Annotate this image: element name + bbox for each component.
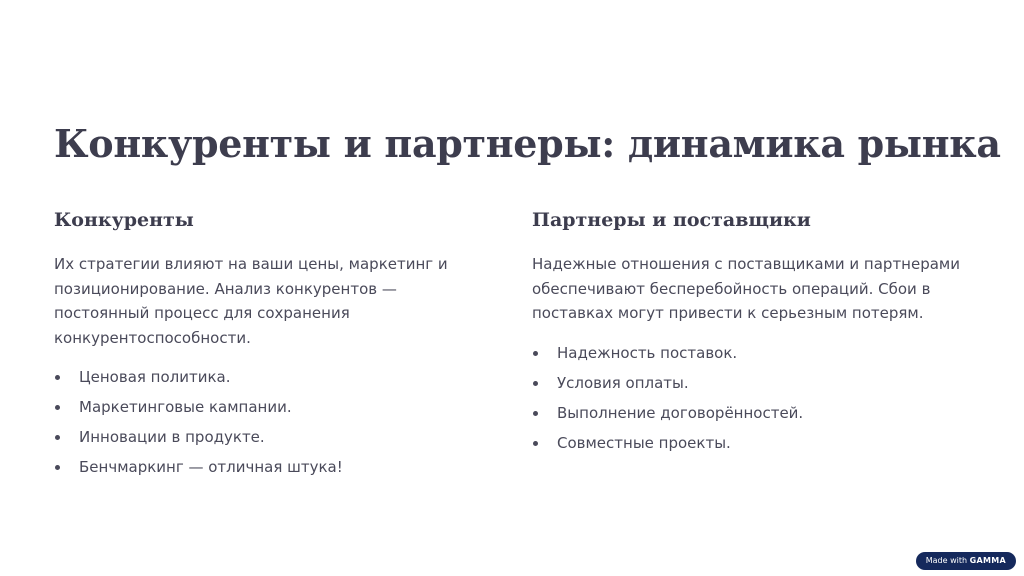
made-with-gamma-badge[interactable] [916, 552, 1016, 570]
bullet-dot-icon [55, 435, 60, 440]
bullet-dot-icon [55, 375, 60, 380]
competitors-heading: Конкуренты [54, 209, 194, 231]
bullet-dot-icon [533, 351, 538, 356]
bullet-dot-icon [533, 441, 538, 446]
bullet-dot-icon [533, 411, 538, 416]
competitors-column [54, 206, 494, 482]
bullet-item [532, 428, 972, 458]
bullet-item [54, 362, 494, 392]
partners-heading: Партнеры и поставщики [532, 209, 811, 231]
bullet-item [54, 422, 494, 452]
competitors-bullet-list [54, 362, 494, 482]
competitors-description: Их стратегии влияют на ваши цены, маркетинг и позиционирование. Анализ конкурентов — постоянный процесс для сохранения конкурентоспособности. [54, 255, 448, 347]
bullet-item [532, 368, 972, 398]
slide-title: Конкуренты и партнеры: динамика рынка [54, 121, 1001, 166]
gamma-logo: GAMMA [969, 556, 1006, 565]
partners-column [532, 206, 972, 458]
bullet-text: Условия оплаты. [557, 373, 689, 392]
partners-description: Надежные отношения с поставщиками и партнерами обеспечивают бесперебойность операций. Сбои в поставках могут привести к серьезным потерям. [532, 255, 960, 322]
badge-prefix: Made with [925, 556, 968, 565]
bullet-item [54, 452, 494, 482]
bullet-dot-icon [55, 465, 60, 470]
bullet-item [532, 338, 972, 368]
bullet-item [54, 392, 494, 422]
bullet-text: Совместные проекты. [557, 433, 731, 452]
bullet-text: Выполнение договорённостей. [557, 403, 804, 422]
bullet-text: Инновации в продукте. [79, 428, 265, 446]
bullet-text: Ценовая политика. [79, 368, 231, 386]
bullet-dot-icon [533, 381, 538, 386]
partners-bullet-list [532, 338, 972, 458]
bullet-dot-icon [55, 405, 60, 410]
bullet-text: Маркетинговые кампании. [79, 398, 292, 416]
bullet-text: Надежность поставок. [557, 343, 738, 362]
bullet-item [532, 398, 972, 428]
bullet-text: Бенчмаркинг — отличная штука! [79, 458, 343, 476]
